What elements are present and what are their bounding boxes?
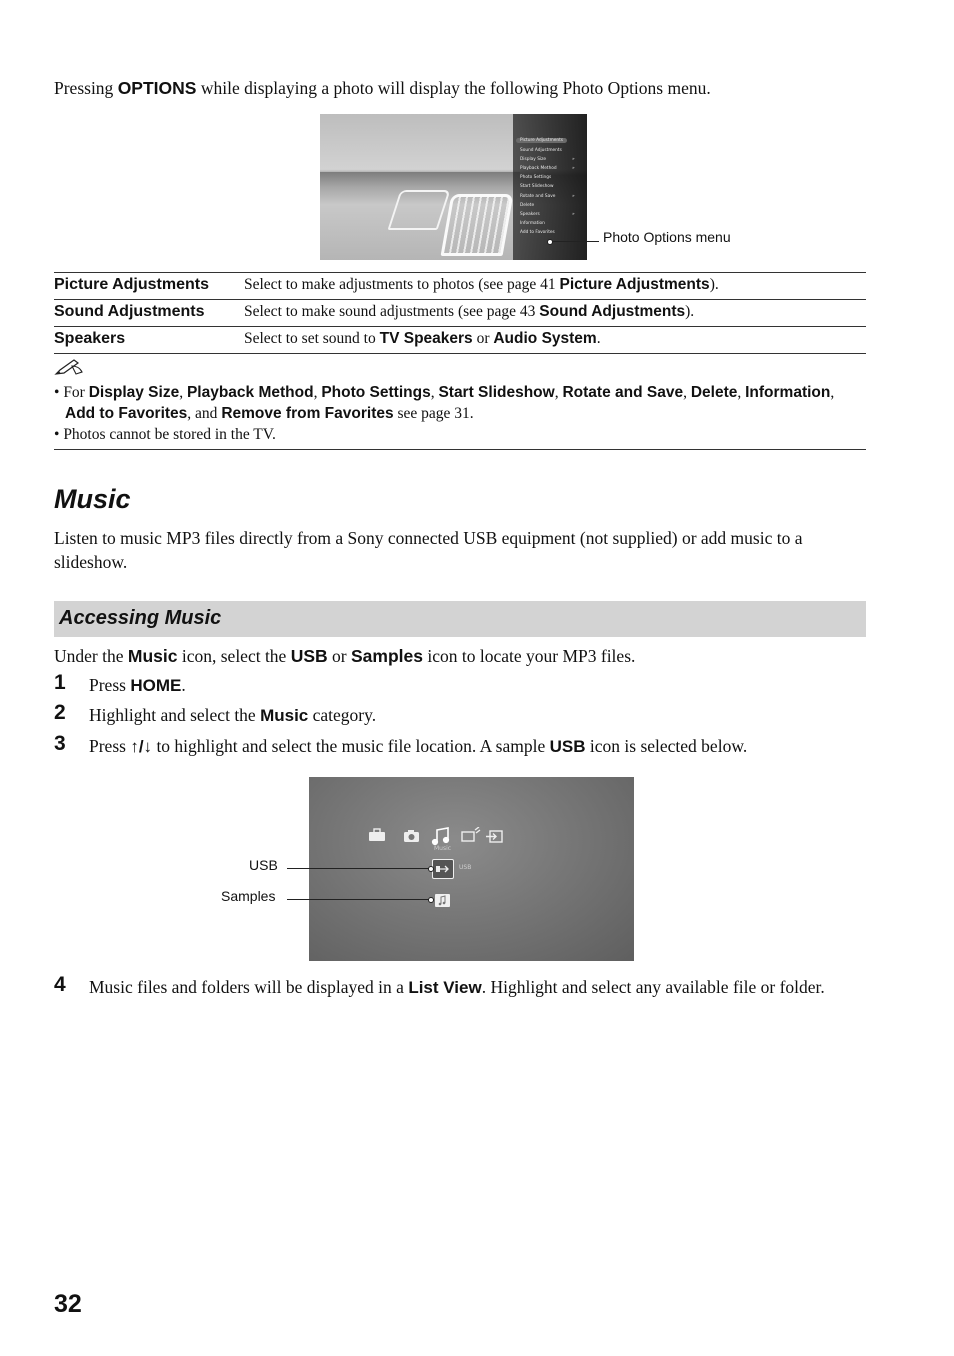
menu-item: Start Slideshow: [520, 184, 554, 189]
menu-item: Add to Favorites: [520, 230, 555, 235]
subsection-band: [54, 601, 866, 637]
beach-chair: [441, 194, 514, 256]
toolbox-icon: [369, 829, 385, 841]
menu-item: Playback Method: [520, 166, 557, 171]
note-block: [54, 358, 866, 450]
step-number: 3: [54, 732, 66, 755]
option-description: Select to make sound adjustments (see page 43 Sound Adjustments).: [244, 300, 866, 327]
callout-line: [287, 868, 429, 869]
photo-options-table: [54, 272, 866, 354]
menu-item: Picture Adjustments: [516, 138, 567, 143]
pencil-note-icon: [54, 358, 84, 376]
beach-chair: [388, 190, 451, 230]
subsection-title: Accessing Music: [59, 607, 222, 629]
note-item: • For Display Size, Playback Method, Photo Settings, Start Slideshow, Rotate and Save, Delete, Information, Add to Favorites, and Remove from Favorites see page 31.: [54, 384, 835, 422]
step-text: Music files and folders will be displayed in a List View. Highlight and select any available file or folder.: [89, 977, 825, 997]
intro-text-end: while displaying a photo will display the following Photo Options menu.: [196, 78, 711, 98]
music-intro: Listen to music MP3 files directly from a Sony connected USB equipment (not supplied) or add music to a slideshow.: [54, 528, 803, 572]
intro-paragraph: [54, 76, 894, 100]
menu-item: Sound Adjustments: [520, 148, 562, 153]
arrow-icon: »: [572, 194, 575, 199]
option-description: Select to set sound to TV Speakers or Audio System.: [244, 327, 866, 354]
usb-item-label: USB: [459, 864, 472, 871]
options-key-label: OPTIONS: [117, 78, 197, 98]
usb-icon[interactable]: [432, 859, 454, 879]
table-row: [54, 273, 866, 300]
arrow-icon: »: [572, 166, 575, 171]
callout-line: [553, 241, 599, 242]
menu-item: Information: [520, 221, 545, 226]
callout-dot: [547, 239, 553, 245]
option-description: Select to make adjustments to photos (see page 41 Picture Adjustments).: [244, 273, 866, 300]
menu-item: Display Size: [520, 157, 547, 162]
tv-video-icon: [462, 827, 480, 841]
step-text: Highlight and select the Music category.: [89, 705, 377, 725]
option-name: Speakers: [54, 327, 244, 354]
step-number: 2: [54, 701, 66, 724]
photo-options-callout-label: Photo Options menu: [603, 229, 731, 245]
step-number: 1: [54, 671, 66, 694]
music-menu-screenshot: [309, 777, 634, 961]
menu-item: Rotate and Save: [520, 194, 556, 199]
camera-icon: [404, 830, 419, 842]
sea: [320, 172, 520, 188]
callout-line: [287, 899, 429, 900]
menu-item: Speakers: [520, 212, 540, 217]
menu-item: Photo Settings: [520, 175, 552, 180]
arrow-icon: »: [572, 212, 575, 217]
callout-dot: [428, 897, 434, 903]
step-text: Press ↑/↓ to highlight and select the music file location. A sample USB icon is selected below.: [89, 736, 748, 756]
table-row: [54, 327, 866, 354]
note-item: • Photos cannot be stored in the TV.: [54, 426, 276, 443]
under-paragraph: Under the Music icon, select the USB or Samples icon to locate your MP3 files.: [54, 646, 636, 666]
input-icon: [486, 831, 502, 842]
music-category-label: Music: [434, 845, 452, 852]
page-number: 32: [54, 1290, 82, 1318]
step-text: Press HOME.: [89, 675, 186, 695]
category-icon-bar: [369, 827, 509, 847]
option-name: Picture Adjustments: [54, 273, 244, 300]
photo-options-screenshot: [320, 114, 587, 260]
samples-icon[interactable]: [435, 894, 450, 907]
option-name: Sound Adjustments: [54, 300, 244, 327]
music-note-icon: [433, 828, 449, 844]
usb-callout-label: USB: [249, 857, 278, 873]
step-number: 4: [54, 973, 66, 996]
menu-item: Delete: [520, 203, 535, 208]
up-down-arrow-icon: ↑/↓: [130, 737, 153, 756]
table-row: [54, 300, 866, 327]
samples-callout-label: Samples: [221, 888, 276, 904]
callout-dot: [428, 866, 434, 872]
intro-text: Pressing: [54, 78, 118, 98]
arrow-icon: »: [572, 157, 575, 162]
section-heading-music: Music: [54, 484, 131, 514]
